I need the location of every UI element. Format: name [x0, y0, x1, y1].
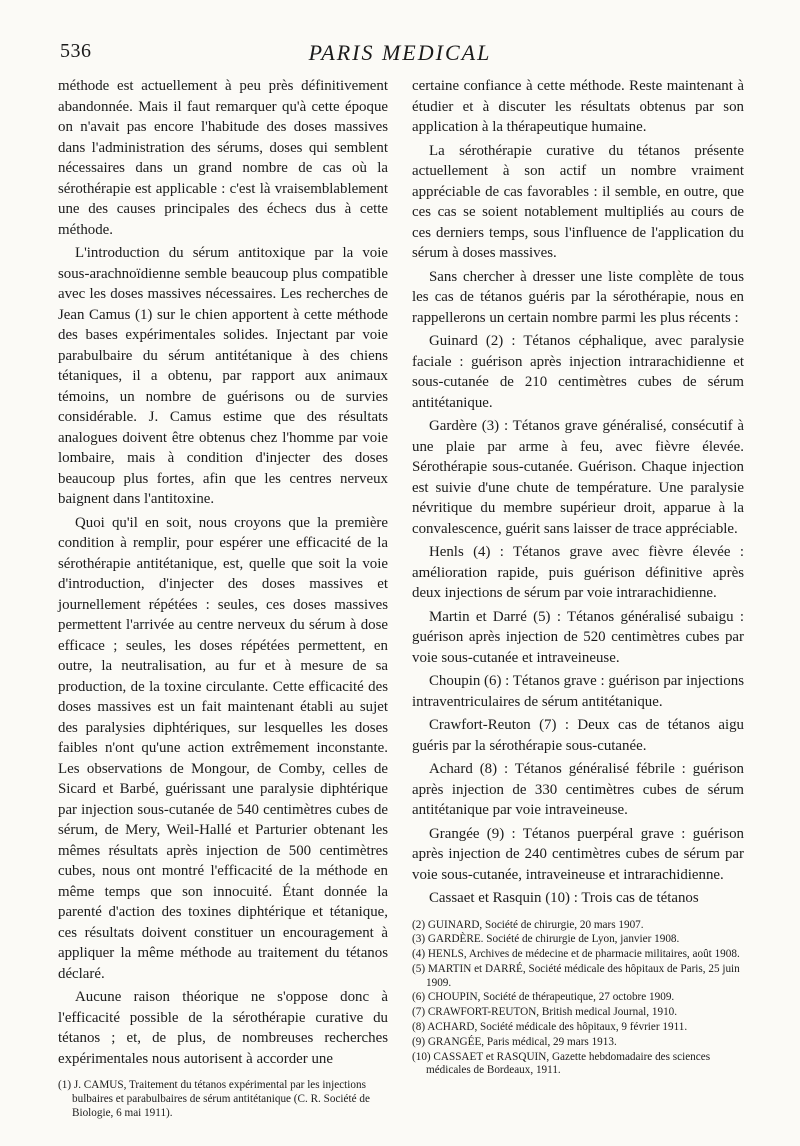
case-entry: Henls (4) : Tétanos grave avec fièvre élevée : amélioration rapide, puis guérison définitive après deux injections de sérum par voie intrarachidienne. — [412, 544, 744, 601]
case-entry: Guinard (2) : Tétanos céphalique, avec paralysie faciale : guérison après injection intrarachidienne et sous-cutanée de 210 centimètres cubes de sérum antitétanique. — [412, 333, 744, 411]
paragraph: Quoi qu'il en soit, nous croyons que la première condition à remplir, pour espérer une efficacité de la sérothérapie antitétanique, est, quelle que soit la voie d'introduction, d'injecter des doses massives et journellement répétées : seules, ces doses massives permettent l'arrivée au centre nerveux du sérum à dose efficace ; seules, les doses répétées permettent, en outre, la neutralisation, au fur et à mesure de sa production, de la toxine circulante. Cette efficacité des doses massives est un fait maintenant établi au sujet des paralysies diphtériques, sur lesquelles les doses faibles n'ont qu'une action extrêmement inconstante. Les observations de Mongour, de Comby, celles de Sicard et Barbé, guérissant une paralysie diphtérique par injection sous-cutanée de 540 centimètres cubes de sérum, de Mery, Weil-Hallé et Parturier obtenant les mêmes résultats après injection de 500 centimètres cubes, nous ont montré l'efficacité de la méthode en même temps que son innocuité. Étant donnée la parenté d'action des toxines diphtérique et tétanique, ces résultats doivent constituer un encouragement à appliquer la même méthode au traitement du tétanos déclaré. — [58, 514, 388, 982]
footnote: (5) MARTIN et DARRÉ, Société médicale des hôpitaux de Paris, 25 juin 1909. — [412, 962, 740, 989]
case-entry: Achard (8) : Tétanos généralisé fébrile : guérison après injection de 330 centimètres cubes de sérum antitétanique par voie intraveineuse. — [412, 761, 744, 818]
case-entry: Crawfort-Reuton (7) : Deux cas de tétanos aigu guéris par la sérothérapie sous-cutanée. — [412, 717, 744, 754]
footnote: (7) CRAWFORT-REUTON, British medical Journal, 1910. — [412, 1006, 678, 1019]
paragraph: Sans chercher à dresser une liste complète de tous les cas de tétanos guéris par la sérothérapie, nous en rappellerons un certain nombre parmi les plus récents : — [412, 268, 744, 326]
case-entry: Cassaet et Rasquin (10) : Trois cas de tétanos — [429, 890, 699, 906]
right-column — [412, 76, 744, 1079]
footnote: (2) GUINARD, Société de chirurgie, 20 mars 1907. — [412, 918, 644, 931]
footnote: (3) GARDÈRE. Société de chirurgie de Lyon, janvier 1908. — [412, 933, 680, 946]
paragraph: méthode est actuellement à peu près définitivement abandonnée. Mais il faut remarquer qu'à cette époque on n'avait pas encore l'habitude des doses massives dans l'administration des sérums, doses qui semblent nécessaires dans un grand nombre de cas où la sérothérapie est applicable : c'est là vraisemblablement une des causes principales des échecs dus à cette méthode. — [58, 78, 388, 238]
footnote: (8) ACHARD, Société médicale des hôpitaux, 9 février 1911. — [412, 1021, 688, 1034]
paragraph: L'introduction du sérum antitoxique par la voie sous-arachnoïdienne semble beaucoup plus compatible avec les doses massives nécessaires. Les recherches de Jean Camus (1) sur le chien apportent à cette méthode des bases expérimentales solides. Injectant par voie parabulbaire du sérum antitétanique à des chiens tétaniques, il a obtenu, par rapport aux animaux témoins, un nombre de guérisons ou de survies considérable. J. Camus estime que des résultats analogues doivent être obtenus chez l'homme par voie lombaire, mais à condition d'injecter des doses beaucoup plus fortes, afin que les centres nerveux baignent dans l'antitoxine. — [58, 245, 388, 507]
running-title: PARIS MEDICAL — [308, 40, 492, 65]
case-entry: Grangée (9) : Tétanos puerpéral grave : guérison après injection de 240 centimètres cubes de sérum par voie sous-cutanée, intraveineuse et intrarachidienne. — [412, 825, 744, 883]
paragraph: La sérothérapie curative du tétanos présente actuellement à son actif un nombre vraiment appréciable de cas favorables : il semble, en outre, que ces cas se soient notablement multipliés au cours de ces derniers temps, sous l'influence de l'application du sérum à doses massives. — [412, 142, 744, 261]
footnotes-left — [58, 1079, 388, 1120]
footnote: (6) CHOUPIN, Société de thérapeutique, 27 octobre 1909. — [412, 991, 675, 1004]
case-entry: Gardère (3) : Tétanos grave généralisé, consécutif à une plaie par arme à feu, avec fièvre élevée. Sérothérapie sous-cutanée. Guérison. Chaque injection est suivie d'une chute de température. Une paralysie névritique du membre supérieur droit, apparue à la convalescence, guérit sans laisser de trace appréciable. — [412, 418, 744, 537]
page-header — [58, 40, 742, 70]
footnote: (1) J. CAMUS, Traitement du tétanos expérimental par les injections bulbaires et parabulbaires de sérum antitétanique (C. R. Société de Biologie, 6 mai 1911). — [58, 1079, 370, 1119]
paragraph: Aucune raison théorique ne s'oppose donc à l'efficacité possible de la sérothérapie curative du tétanos ; et, de plus, de nombreuses recherches expérimentales nous autorisent à accorder une — [58, 989, 388, 1067]
footnote: (4) HENLS, Archives de médecine et de pharmacie militaires, août 1908. — [412, 948, 740, 961]
paragraph: certaine confiance à cette méthode. Reste maintenant à étudier et à discuter les résultats obtenus par son application à la thérapeutique humaine. — [412, 78, 744, 135]
footnote: (10) CASSAET et RASQUIN, Gazette hebdomadaire des sciences médicales de Bordeaux, 1911. — [412, 1050, 711, 1077]
case-entry: Choupin (6) : Tétanos grave : guérison par injections intraventriculaires de sérum antitétanique. — [412, 673, 744, 710]
footnotes-right — [412, 919, 744, 1079]
case-entry: Martin et Darré (5) : Tétanos généralisé subaigu : guérison après injection de 520 centimètres cubes par voie sous-cutanée et intraveineuse. — [412, 608, 744, 666]
left-column — [58, 76, 388, 1121]
page-number: 536 — [60, 40, 92, 62]
footnote: (9) GRANGÉE, Paris médical, 29 mars 1913. — [412, 1035, 617, 1048]
